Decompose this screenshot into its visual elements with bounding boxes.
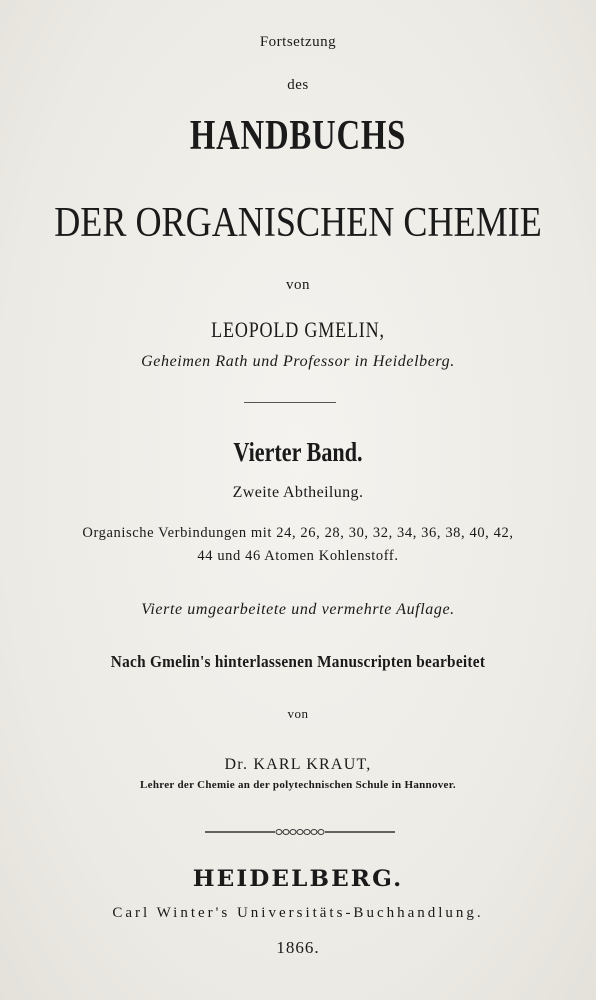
des-line: des xyxy=(287,77,309,93)
von-line-2: von xyxy=(287,706,309,721)
publisher-city: HEIDELBERG. xyxy=(192,866,404,892)
publication-year: 1866. xyxy=(276,938,320,957)
edition-line: Vierte umgearbeitete und vermehrte Auflage. xyxy=(141,601,455,618)
basis-line: Nach Gmelin's hinterlassenen Manuscripten bearbeitet xyxy=(110,652,486,671)
contents-line-1: Organische Verbindungen mit 24, 26, 28, 30, 32, 34, 36, 38, 40, 42, xyxy=(82,525,514,541)
editor-name: Dr. KARL KRAUT, xyxy=(224,756,372,773)
contents-line-2: 44 und 46 Atomen Kohlenstoff. xyxy=(197,548,399,564)
editor-role: Lehrer der Chemie an der polytechnischen Schule in Hannover. xyxy=(140,779,456,791)
author-name: LEOPOLD GMELIN, xyxy=(211,317,385,342)
handbuchs-heading: HANDBUCHS xyxy=(189,113,407,159)
ornament-rule xyxy=(205,826,395,838)
part-line: Zweite Abtheilung. xyxy=(232,484,364,501)
von-line-1: von xyxy=(286,277,310,293)
author-role: Geheimen Rath und Professor in Heidelberg. xyxy=(141,353,455,370)
volume-heading: Vierter Band. xyxy=(233,437,363,467)
fortsetzung-line: Fortsetzung xyxy=(259,34,337,50)
main-title: DER ORGANISCHEN CHEMIE xyxy=(54,200,542,246)
publisher-name: Carl Winter's Universitäts-Buchhandlung. xyxy=(112,905,484,921)
separator-rule xyxy=(244,402,336,403)
